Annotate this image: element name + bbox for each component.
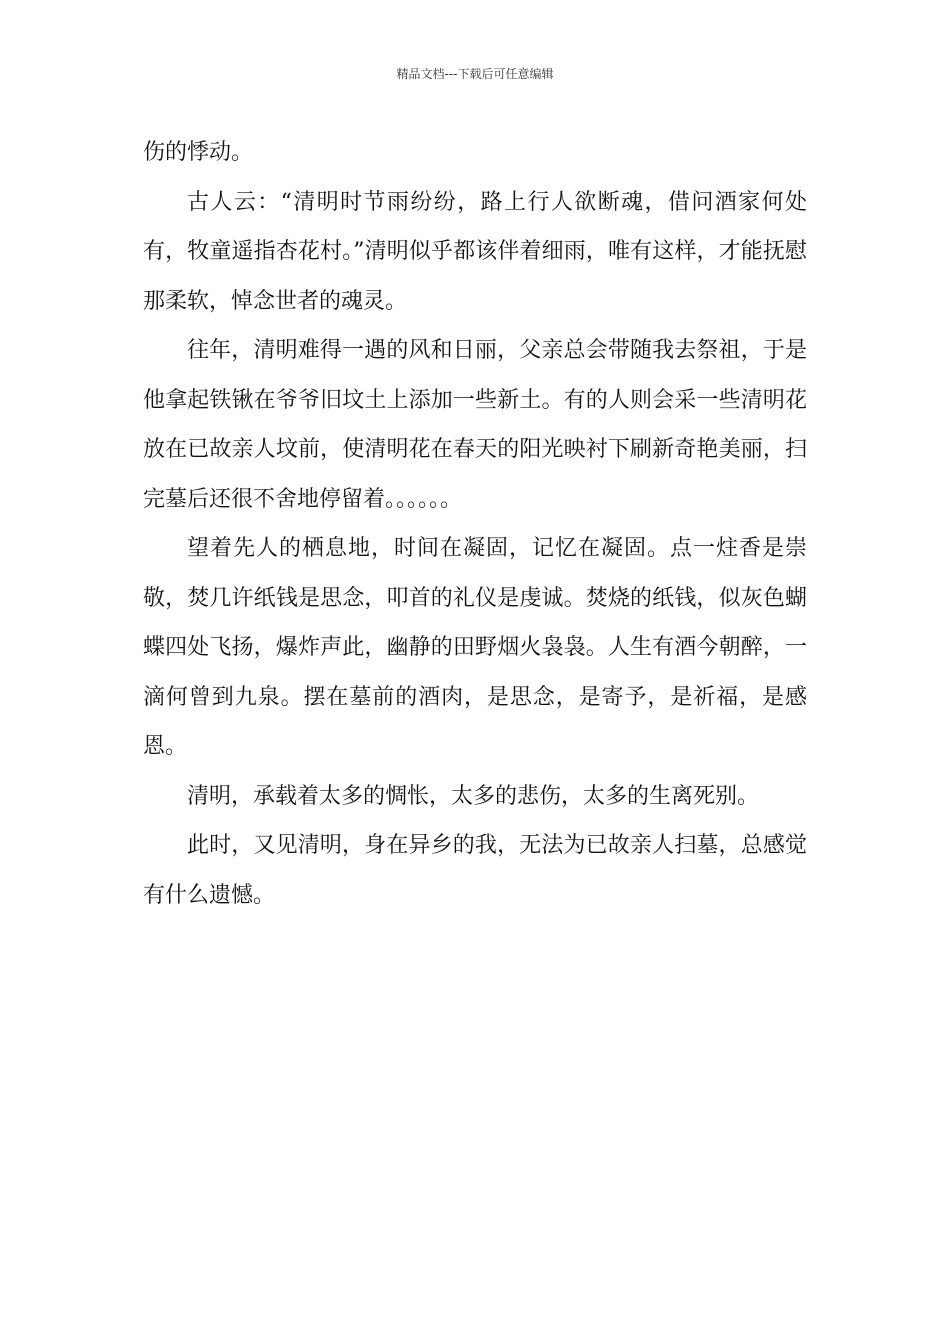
paragraph: 望着先人的栖息地，时间在凝固，记忆在凝固。点一炷香是崇敬，焚几许纸钱是思念，叩首的礼仪是虔诚。焚烧的纸钱，似灰色蝴蝶四处飞扬，爆炸声此，幽静的田野烟火袅袅。人生有酒今朝醉，一滴何曾到九泉。摆在墓前的酒肉，是思念，是寄予，是祈福，是感恩。 bbox=[143, 536, 807, 759]
paragraph: 往年，清明难得一遇的风和日丽，父亲总会带随我去祭祖，于是他拿起铁锹在爷爷旧坟土上添加一些新土。有的人则会采一些清明花放在已故亲人坟前，使清明花在春天的阳光映衬下刷新奇艳美丽，扫完墓后还很不舍地停留着。。。。。。 bbox=[143, 338, 807, 512]
document-body bbox=[143, 128, 807, 920]
paragraph: 古人云：“清明时节雨纷纷，路上行人欲断魂，借问酒家何处有，牧童遥指杏花村。”清明似乎都该伴着细雨，唯有这样，才能抚慰那柔软，悼念世者的魂灵。 bbox=[143, 189, 807, 314]
paragraph: 伤的悸动。 bbox=[143, 140, 254, 165]
paragraph: 此时，又见清明，身在异乡的我，无法为已故亲人扫墓，总感觉有什么遗憾。 bbox=[143, 833, 807, 908]
paragraph: 清明，承载着太多的惆怅，太多的悲伤，太多的生离死别。 bbox=[187, 783, 760, 809]
page-header: 精品文档---下载后可任意编辑 bbox=[396, 67, 554, 81]
